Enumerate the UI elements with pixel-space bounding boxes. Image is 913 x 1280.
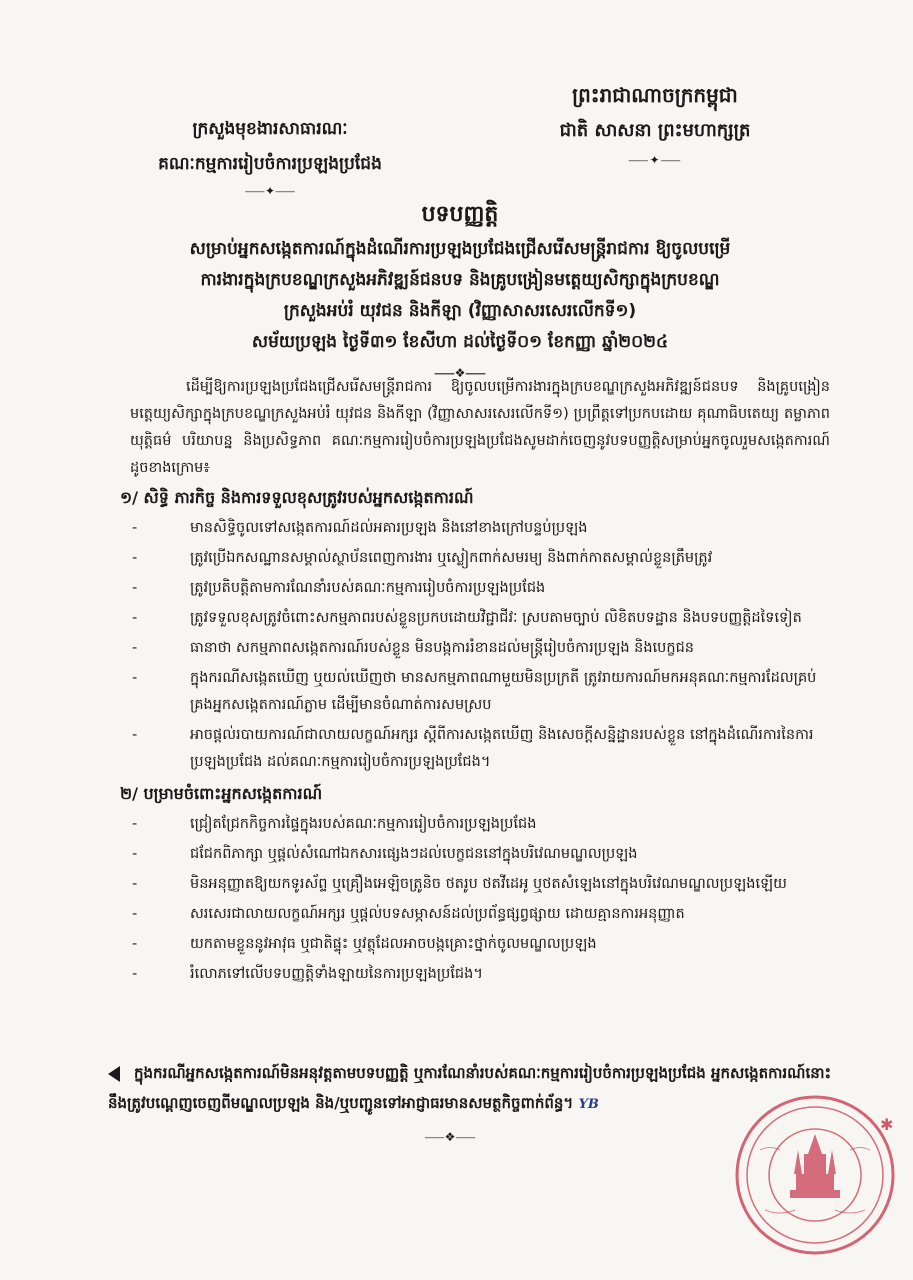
list-item: - អាចផ្តល់របាយការណ៍ជាលាយលក្ខណ៍អក្សរ ស្តីពីការសង្កេតឃើញ និងសេចក្តីសន្និដ្ឋានរបស់ខ្លួន នៅក្នុងដំណើរការនៃការប្រឡងប្រជែង ដល់គណៈកម្មការរៀបចំការប្រឡងប្រជែង។ <box>190 722 830 776</box>
exam-date-line: សម័យប្រឡង ថ្ងៃទី៣១ ខែសីហា ដល់ថ្ងៃទី០១ ខែកញ្ញា ឆ្នាំ២០២៤ <box>251 332 669 352</box>
list-item: - ក្នុងករណីសង្កេតឃើញ ឬយល់ឃើញថា មានសកម្មភាពណាមួយមិនប្រក្រតី ត្រូវរាយការណ៍មកអនុគណៈកម្មការដែលគ្រប់គ្រងអ្នកសង្កេតការណ៍ភ្លាម ដើម្បីមានចំណាត់ការសមស្រប <box>190 665 830 719</box>
list-item: - ត្រូវប្រតិបត្តិតាមការណែនាំរបស់គណៈកម្មការរៀបចំការប្រឡងប្រជែង <box>190 575 830 602</box>
ornament-divider: ⸺✦⸺ <box>628 153 682 167</box>
ministry-header <box>120 118 420 199</box>
kingdom-header <box>520 82 790 168</box>
title-line: សម្រាប់អ្នកសង្កេតការណ៍ក្នុងដំណើរការប្រឡងប្រជែងជ្រើសរើសមន្ត្រីរាជការ ឱ្យចូលបម្រើ <box>189 239 731 259</box>
list-item: - ត្រូវប្រើឯកសណ្ឋានសម្គាល់ស្ថាប័នពេញការងារ ឬស្លៀកពាក់សមរម្យ និងពាក់កាតសម្គាល់ខ្លួនត្រឹមត្រូវ <box>190 545 830 572</box>
notice-text: ក្នុងករណីអ្នកសង្កេតការណ៍មិនអនុវត្តតាមបទបញ្ញត្តិ ឬការណែនាំរបស់គណៈកម្មការរៀបចំការប្រឡងប្រជែង អ្នកសង្កេតការណ៍នោះនឹងត្រូវបណ្តេញចេញពីមណ្ឌលប្រឡង និង/ឬបញ្ជូនទៅអាជ្ញាធរមានសមត្ថកិច្ចពាក់ព័ន្ធ។ <box>108 1064 832 1112</box>
ornament-divider: ⸺❖⸺ <box>434 366 486 380</box>
handwritten-initials: YB <box>578 1097 599 1112</box>
prohibitions-list <box>130 811 830 988</box>
document-title-block <box>80 200 840 381</box>
official-seal-stamp <box>730 1090 900 1260</box>
list-item: - យកតាមខ្លួននូវអាវុធ ឬជាតិផ្ទុះ ឬវត្ថុដែលអាចបង្កគ្រោះថ្នាក់ចូលមណ្ឌលប្រឡង <box>190 931 830 958</box>
list-item: - ត្រូវទទួលខុសត្រូវចំពោះសកម្មភាពរបស់ខ្លួនប្រកបដោយវិជ្ជាជីវៈ ស្របតាមច្បាប់ លិខិតបទដ្ឋាន និងបទបញ្ញត្តិដទៃទៀត <box>190 605 830 632</box>
ornament-divider: ⸺✦⸺ <box>244 184 296 198</box>
list-item: - មិនអនុញ្ញាតឱ្យយកទូរស័ព្ទ ឬគ្រឿងអេឡិចត្រូនិច ថតរូប ថតវីដេអូ ឬថតសំឡេងនៅក្នុងបរិវេណមណ្ឌលប្រឡងឡើយ <box>190 871 830 898</box>
intro-paragraph: ដើម្បីឱ្យការប្រឡងប្រជែងជ្រើសរើសមន្ត្រីរាជការ ឱ្យចូលបម្រើការងារក្នុងក្របខណ្ឌក្រសួងអភិវឌ្ឍន៍ជនបទ និងគ្រូបង្រៀនមត្តេយ្យសិក្សាក្នុងក្របខណ្ឌក្រសួងអប់រំ យុវជន និងកីឡា (វិញ្ញាសាសរសេរលើកទី១) ប្រព្រឹត្តទៅប្រកបដោយ គុណាធិបតេយ្យ តម្លាភាព យុត្តិធម៌ បរិយាបន្ន និងប្រសិទ្ធភាព គណៈកម្មការរៀបចំការប្រឡងប្រជែងសូមដាក់ចេញនូវបទបញ្ញត្តិសម្រាប់អ្នកចូលរួមសង្កេតការណ៍ដូចខាងក្រោម៖ <box>130 379 830 476</box>
national-motto: ជាតិ សាសនា ព្រះមហាក្សត្រ <box>559 120 751 141</box>
list-item: - ជជែកពិភាក្សា ឬផ្តល់សំណៅឯកសារផ្សេងៗដល់បេក្ខជននៅក្នុងបរិវេណមណ្ឌលប្រឡង <box>190 841 830 868</box>
ornament-divider: ⸺❖⸺ <box>424 1130 476 1144</box>
kingdom-title: ព្រះរាជាណាចក្រកម្ពុជា <box>572 83 738 107</box>
rights-list <box>130 515 830 776</box>
document-body <box>120 374 830 992</box>
committee-name: គណៈកម្មការរៀបចំការប្រឡងប្រជែង <box>158 154 382 174</box>
arrow-left-icon <box>108 1066 120 1082</box>
ministry-name: ក្រសួងមុខងារសាធារណៈ <box>192 119 348 139</box>
svg-text:✱: ✱ <box>880 1115 894 1134</box>
list-item: - ជ្រៀតជ្រែកកិច្ចការផ្ទៃក្នុងរបស់គណៈកម្មការរៀបចំការប្រឡងប្រជែង <box>190 811 830 838</box>
title-line: ការងារក្នុងក្របខណ្ឌក្រសួងអភិវឌ្ឍន៍ជនបទ និងគ្រូបង្រៀនមត្តេយ្យសិក្សាក្នុងក្របខណ្ឌ <box>200 270 720 290</box>
document-title: បទបញ្ញត្តិ <box>421 202 499 227</box>
list-item: - រំលោភទៅលើបទបញ្ញត្តិទាំងឡាយនៃការប្រឡងប្រជែង។ <box>190 961 830 988</box>
section-heading-rights: ១/ សិទ្ធិ ភារកិច្ច និងការទទួលខុសត្រូវរបស់អ្នកសង្កេតការណ៍ <box>120 488 474 507</box>
section-heading-prohibitions: ២/ បម្រាមចំពោះអ្នកសង្កេតការណ៍ <box>120 784 323 803</box>
title-line: ក្រសួងអប់រំ យុវជន និងកីឡា (វិញ្ញាសាសរសេរលើកទី១) <box>283 301 637 321</box>
list-item: - ធានាថា សកម្មភាពសង្កេតការណ៍របស់ខ្លួន មិនបង្កការរំខានដល់មន្ត្រីរៀបចំការប្រឡង និងបេក្ខជន <box>190 635 830 662</box>
list-item: - សរសេរជាលាយលក្ខណ៍អក្សរ ឬផ្តល់បទសម្ភាសន៍ដល់ប្រព័ន្ធផ្សព្វផ្សាយ ដោយគ្មានការអនុញ្ញាត <box>190 901 830 928</box>
list-item: - មានសិទ្ធិចូលទៅសង្កេតការណ៍ដល់អគារប្រឡង និងនៅខាងក្រៅបន្ទប់ប្រឡង <box>190 515 830 542</box>
